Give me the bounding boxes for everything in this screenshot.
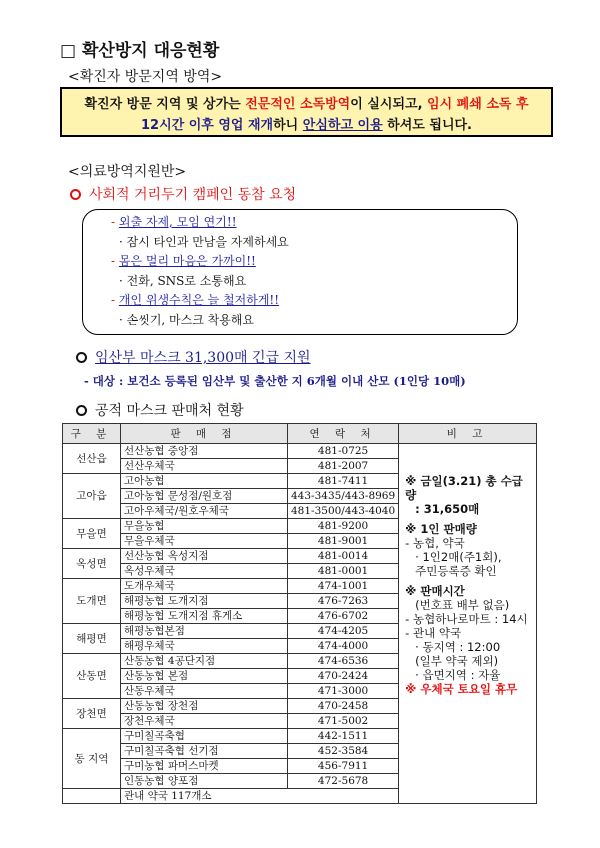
table-row [63, 444, 537, 459]
campaign-item-head: 개인 위생수칙은 늘 철저하게!! [118, 293, 280, 307]
region-cell: 선산읍 [63, 444, 121, 474]
store-cell: 장천우체국 [121, 714, 288, 729]
contact-cell: 452-3584 [288, 744, 399, 759]
note-line: ※ 금일(3.21) 총 수급량 [405, 474, 523, 502]
campaign-title [70, 184, 296, 204]
campaign-item: - 개인 위생수칙은 늘 철저하게!! [111, 293, 280, 307]
store-cell: 고아농협 [121, 474, 288, 489]
mask-vendor-table [62, 423, 537, 804]
campaign-item-detail: · 잠시 타인과 만남을 자제하세요 [119, 234, 289, 249]
store-cell: 선산농협 옥성지점 [121, 549, 288, 564]
alert-text-3: 이 실시되고, [350, 97, 428, 112]
header-store: 판 매 점 [121, 424, 288, 444]
region-cell: 도개면 [63, 579, 121, 624]
contact-cell: 476-7263 [288, 594, 399, 609]
note-line: ※ 우체국 토요일 휴무 [405, 682, 518, 696]
store-cell: 선산농협 중앙점 [121, 444, 288, 459]
store-cell: 선산우체국 [121, 459, 288, 474]
alert-text-6: 하니 [273, 118, 303, 133]
contact-cell: 481-9001 [288, 534, 399, 549]
circle-bullet-icon [70, 189, 81, 200]
page-title: □ 확산방지 대응현황 [60, 41, 220, 61]
header-note: 비 고 [399, 424, 537, 444]
alert-text-8: 하셔도 됩니다. [382, 118, 472, 133]
alert-text-1: 확진자 방문 지역 및 상가는 [84, 97, 246, 112]
note-line: - 관내 약국 [405, 626, 462, 640]
maternity-title-text: 임산부 마스크 31,300매 긴급 지원 [95, 350, 311, 366]
alert-text-4: 임시 폐쇄 소독 후 [427, 97, 529, 112]
contact-cell: 472-5678 [288, 774, 399, 789]
store-cell: 구미칠곡축협 [121, 729, 288, 744]
note-line: ※ 1인 판매량 [405, 522, 477, 536]
maternity-detail: - 대상 : 보건소 등록된 임산부 및 출산한 지 6개월 이내 산모 (1인당 10매) [84, 374, 466, 388]
store-cell: 구미칠곡축협 선기점 [121, 744, 288, 759]
store-cell: 무을농협 [121, 519, 288, 534]
note-line: (일부 약국 제외) [415, 654, 499, 668]
contact-cell: 481-9200 [288, 519, 399, 534]
store-cell: 산동농협 4공단지점 [121, 654, 288, 669]
store-cell: 해평우체국 [121, 639, 288, 654]
campaign-item-detail: · 손씻기, 마스크 착용해요 [119, 312, 254, 327]
contact-cell: 470-2458 [288, 699, 399, 714]
contact-cell: 481-2007 [288, 459, 399, 474]
store-cell: 인동농협 양포점 [121, 774, 288, 789]
section-heading-medical: <의료방역지원반> [68, 164, 187, 180]
store-cell: 구미농협 파머스마켓 [121, 759, 288, 774]
store-cell: 산동우체국 [121, 684, 288, 699]
campaign-item-head: 몸은 멀리 마음은 가까이!! [118, 254, 256, 268]
region-cell: 고아읍 [63, 474, 121, 519]
header-contact: 연 락 처 [288, 424, 399, 444]
note-line: · 1인2매(주1회), [415, 550, 502, 564]
store-cell: 고아우체국/원호우체국 [121, 504, 288, 519]
campaign-item: - 몸은 멀리 마음은 가까이!! [111, 254, 256, 268]
store-cell: 해평농협 도개지점 [121, 594, 288, 609]
contact-cell: 481-0725 [288, 444, 399, 459]
contact-cell: 456-7911 [288, 759, 399, 774]
alert-text-5: 12시간 이후 영업 재개 [140, 118, 274, 133]
region-cell: 옥성면 [63, 549, 121, 579]
maternity-title [76, 347, 311, 367]
contact-cell: 474-4000 [288, 639, 399, 654]
campaign-title-text: 사회적 거리두기 캠페인 동참 요청 [89, 187, 297, 203]
store-cell: 무을우체국 [121, 534, 288, 549]
campaign-item: - 외출 자제, 모임 연기!! [111, 215, 237, 229]
store-cell: 도개우체국 [121, 579, 288, 594]
mask-section-title [76, 400, 244, 420]
contact-cell: 471-5002 [288, 714, 399, 729]
store-cell: 옥성우체국 [121, 564, 288, 579]
note-line: (번호표 배부 없음) [415, 598, 510, 612]
alert-text-2: 전문적인 소독방역 [245, 97, 351, 112]
contact-cell: 476-6702 [288, 609, 399, 624]
contact-cell: 471-3000 [288, 684, 399, 699]
note-line: - 농협하나로마트 : 14시 [405, 612, 528, 626]
mask-section-title-text: 공적 마스크 판매처 현황 [95, 403, 244, 419]
contact-cell: 481-0001 [288, 564, 399, 579]
note-line: : 31,650매 [415, 502, 480, 516]
contact-cell: 481-3500/443-4040 [288, 504, 399, 519]
contact-cell: 474-6536 [288, 654, 399, 669]
store-cell: 고아농협 문성점/원호점 [121, 489, 288, 504]
store-cell: 관내 약국 117개소 [121, 789, 399, 804]
region-cell: 무을면 [63, 519, 121, 549]
campaign-item-detail: · 전화, SNS로 소통해요 [119, 273, 247, 288]
table-header-row [63, 424, 537, 444]
note-line: 주민등록증 확인 [415, 564, 497, 578]
circle-bullet-icon [76, 352, 87, 363]
alert-box [60, 87, 553, 137]
note-line: - 농협, 약국 [405, 536, 465, 550]
note-cell [399, 444, 537, 804]
campaign-item-head: 외출 자제, 모임 연기!! [118, 215, 237, 229]
contact-cell: 481-7411 [288, 474, 399, 489]
note-line: · 읍면지역 : 자율 [415, 668, 501, 682]
store-cell: 해평농협본점 [121, 624, 288, 639]
circle-bullet-icon [76, 405, 87, 416]
note-line: · 동지역 : 12:00 [415, 640, 501, 654]
section-heading-visit: <확진자 방문지역 방역> [68, 69, 223, 85]
note-line: ※ 판매시간 [405, 584, 465, 598]
store-cell: 해평농협 도개지점 휴게소 [121, 609, 288, 624]
contact-cell: 474-4205 [288, 624, 399, 639]
alert-text-7: 안심하고 이용 [302, 118, 383, 133]
store-cell: 산동농협 장천점 [121, 699, 288, 714]
campaign-box [82, 209, 518, 335]
header-category: 구 분 [63, 424, 121, 444]
contact-cell: 442-1511 [288, 729, 399, 744]
contact-cell: 443-3435/443-8969 [288, 489, 399, 504]
region-cell: 동 지역 [63, 729, 121, 789]
region-cell: 장천면 [63, 699, 121, 729]
contact-cell: 481-0014 [288, 549, 399, 564]
region-cell: 해평면 [63, 624, 121, 654]
store-cell: 산동농협 본점 [121, 669, 288, 684]
region-cell-empty [63, 789, 121, 804]
region-cell: 산동면 [63, 654, 121, 699]
contact-cell: 470-2424 [288, 669, 399, 684]
contact-cell: 474-1001 [288, 579, 399, 594]
